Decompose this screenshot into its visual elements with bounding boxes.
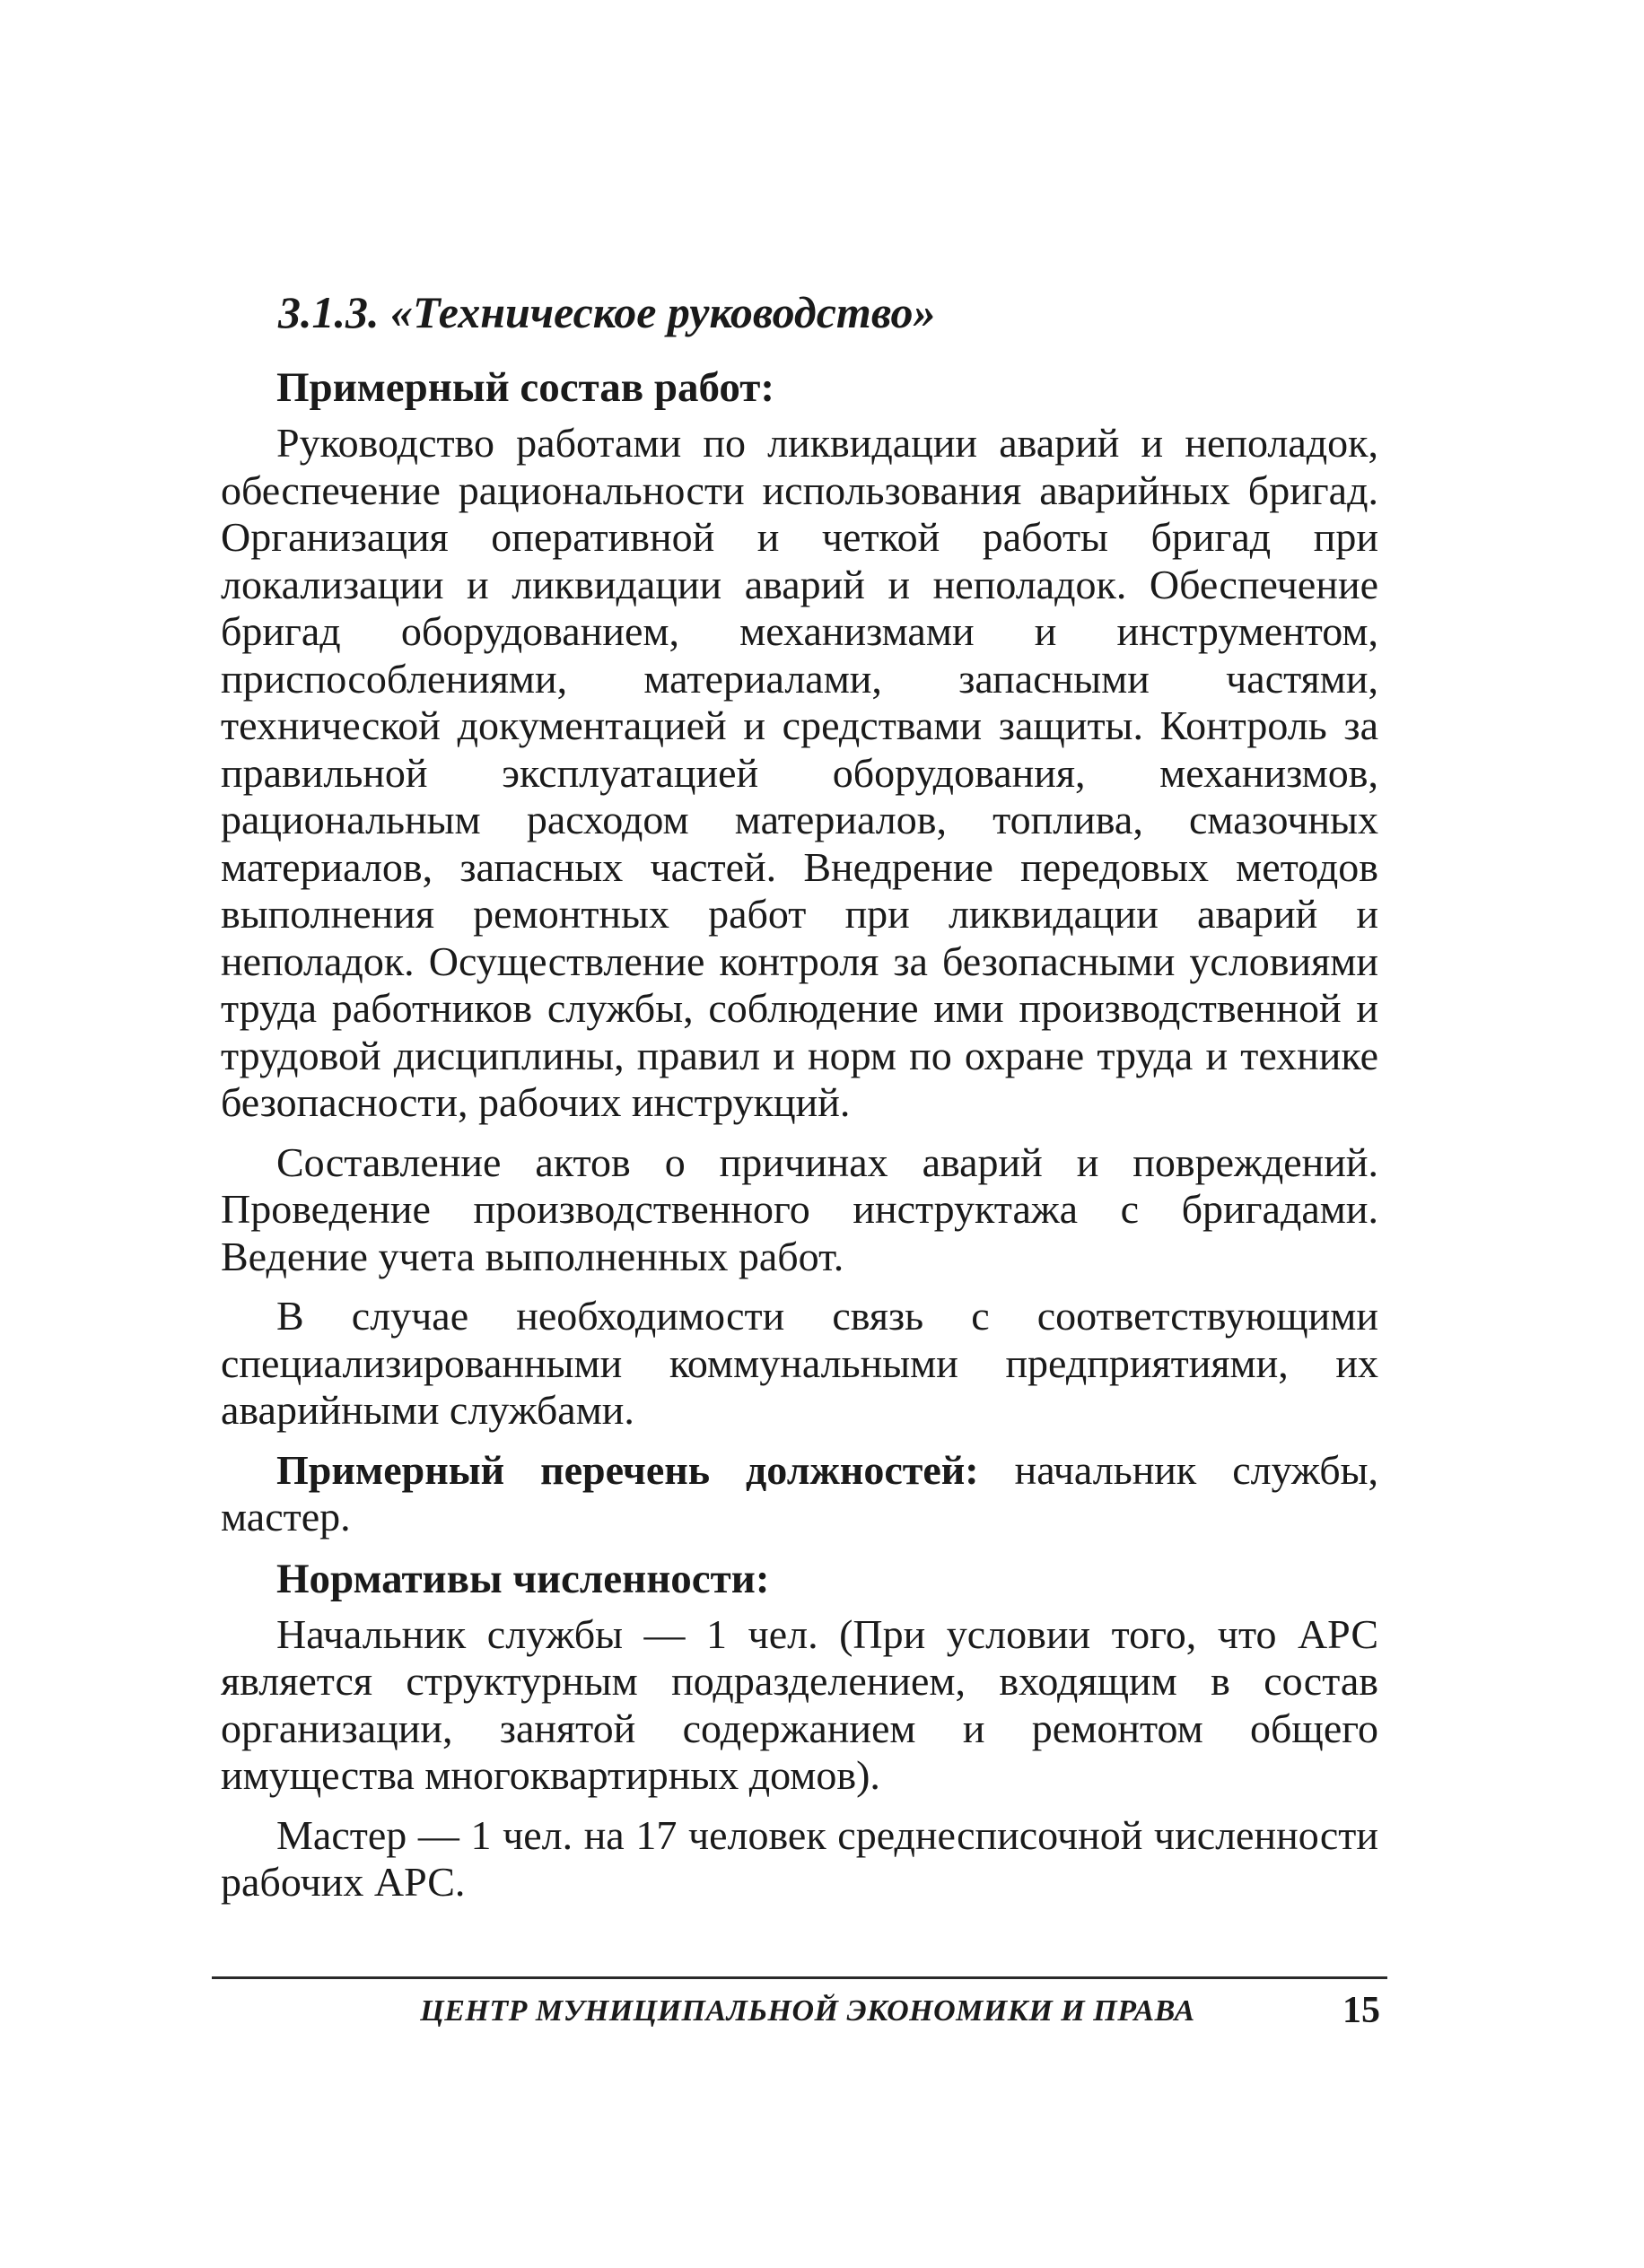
- page-content: [221, 285, 1378, 1919]
- work-composition-paragraph-2: Составление актов о причинах аварий и повреждений. Проведение производственного инструктажа с бригадами. Ведение учета выполненных работ.: [221, 1138, 1378, 1279]
- staffing-paragraph-1: Начальник службы — 1 чел. (При условии того, что АРС является структурным подразделением, входящим в состав организации, занятой содержанием и ремонтом общего имущества многоквартирных домов).: [221, 1610, 1378, 1798]
- page-number: 15: [1342, 1990, 1380, 2031]
- positions-text: начальник службы, мастер.: [221, 1446, 1379, 1540]
- staffing-paragraph-2: Мастер — 1 чел. на 17 человек среднесписочной численности рабочих АРС.: [221, 1811, 1378, 1905]
- staffing-heading: Нормативы численности:: [276, 1555, 770, 1602]
- positions-heading: Примерный перечень должностей:: [276, 1446, 979, 1493]
- footer-publisher: ЦЕНТР МУНИЦИПАЛЬНОЙ ЭКОНОМИКИ И ПРАВА: [420, 1994, 1195, 2028]
- positions-paragraph: [221, 1447, 1378, 1541]
- work-composition-paragraph-1: Руководство работами по ликвидации аварий и неполадок, обеспечение рациональности использования аварийных бригад. Организация оперативной и четкой работы бригад при локализации и ликвидации аварий и неполадок. Обеспечение бригад оборудованием, механизмами и инструментом, приспособлениями, материалами, запасными частями, технической документацией и средствами защиты. Контроль за правильной эксплуатацией оборудования, механизмов, рациональным расходом материалов, топлива, смазочных материалов, запасных частей. Внедрение передовых методов выполнения ремонтных работ при ликвидации аварий и неполадок. Осуществление контроля за безопасными условиями труда работников службы, соблюдение ими производственной и трудовой дисциплины, правил и норм по охране труда и технике безопасности, рабочих инструкций.: [221, 420, 1378, 1125]
- work-composition-heading: Примерный состав работ:: [276, 364, 775, 411]
- section-title: 3.1.3. «Техническое руководство»: [278, 287, 936, 337]
- footer-divider: [212, 1976, 1387, 1979]
- work-composition-paragraph-3: В случае необходимости связь с соответствующими специализированными коммунальными предприятиями, их аварийными службами.: [221, 1293, 1378, 1433]
